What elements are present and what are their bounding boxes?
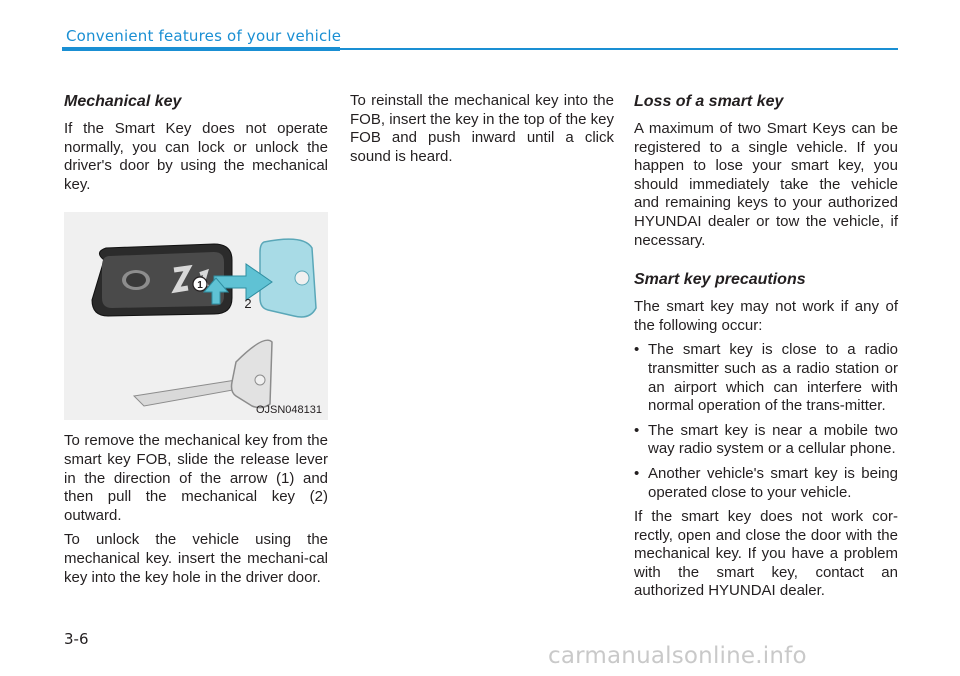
callout-2: 2 (244, 296, 252, 312)
reinstall-instructions: To reinstall the mechanical key into the FOB, insert the key in the top of the key FOB and push inward until a click sound is heard. (350, 92, 614, 165)
header-rule-thin (340, 48, 898, 50)
loss-of-key-text: A maximum of two Smart Keys can be registered to a single vehicle. If you happen to lose your smart key, you should immediately take the vehicle and remaining keys to your authorized HYUNDAI dealer or tow the vehicle, if necessary. (634, 120, 898, 249)
list-item: • The smart key is close to a radio transmitter such as a radio station or an airport which can interfere with normal operation of the trans-mitter. (634, 341, 898, 415)
header-rule-thick (62, 47, 340, 51)
column-right (634, 92, 898, 607)
figure-code: OJSN048131 (255, 404, 322, 417)
precautions-intro: The smart key may not work if any of the following occur: (634, 298, 898, 334)
page-number: 3-6 (64, 630, 89, 648)
column-middle (350, 92, 614, 172)
remove-key-instructions: To remove the mechanical key from the smart key FOB, slide the release lever in the direction of the arrow (1) and then pull the mechanical key (2) outward. (64, 432, 328, 524)
list-item: • The smart key is near a mobile two way radio system or a cellular phone. (634, 421, 898, 458)
heading-mechanical-key: Mechanical key (64, 93, 182, 110)
heading-loss-of-smart-key: Loss of a smart key (634, 93, 784, 110)
watermark: carmanualsonline.info (548, 643, 807, 669)
callout-1: 1 (197, 280, 203, 292)
precautions-closing: If the smart key does not work cor-rectly, open and close the door with the mechanical key. If you have a problem with the smart key, contact an authorized HYUNDAI dealer. (634, 508, 898, 600)
heading-smart-key-precautions: Smart key precautions (634, 271, 806, 289)
unlock-instructions: To unlock the vehicle using the mechanical key. insert the mechani-cal key into the key hole in the driver door. (64, 531, 328, 586)
list-item: • Another vehicle's smart key is being operated close to your vehicle. (634, 464, 898, 501)
precautions-list (634, 341, 898, 502)
smart-key-illustration (64, 212, 328, 420)
mechanical-key-intro: If the Smart Key does not operate normally, you can lock or unlock the driver's door by using the mechanical key. (64, 120, 328, 193)
column-left (64, 92, 328, 593)
section-title: Convenient features of your vehicle (66, 27, 342, 45)
smart-key-figure (64, 212, 328, 420)
